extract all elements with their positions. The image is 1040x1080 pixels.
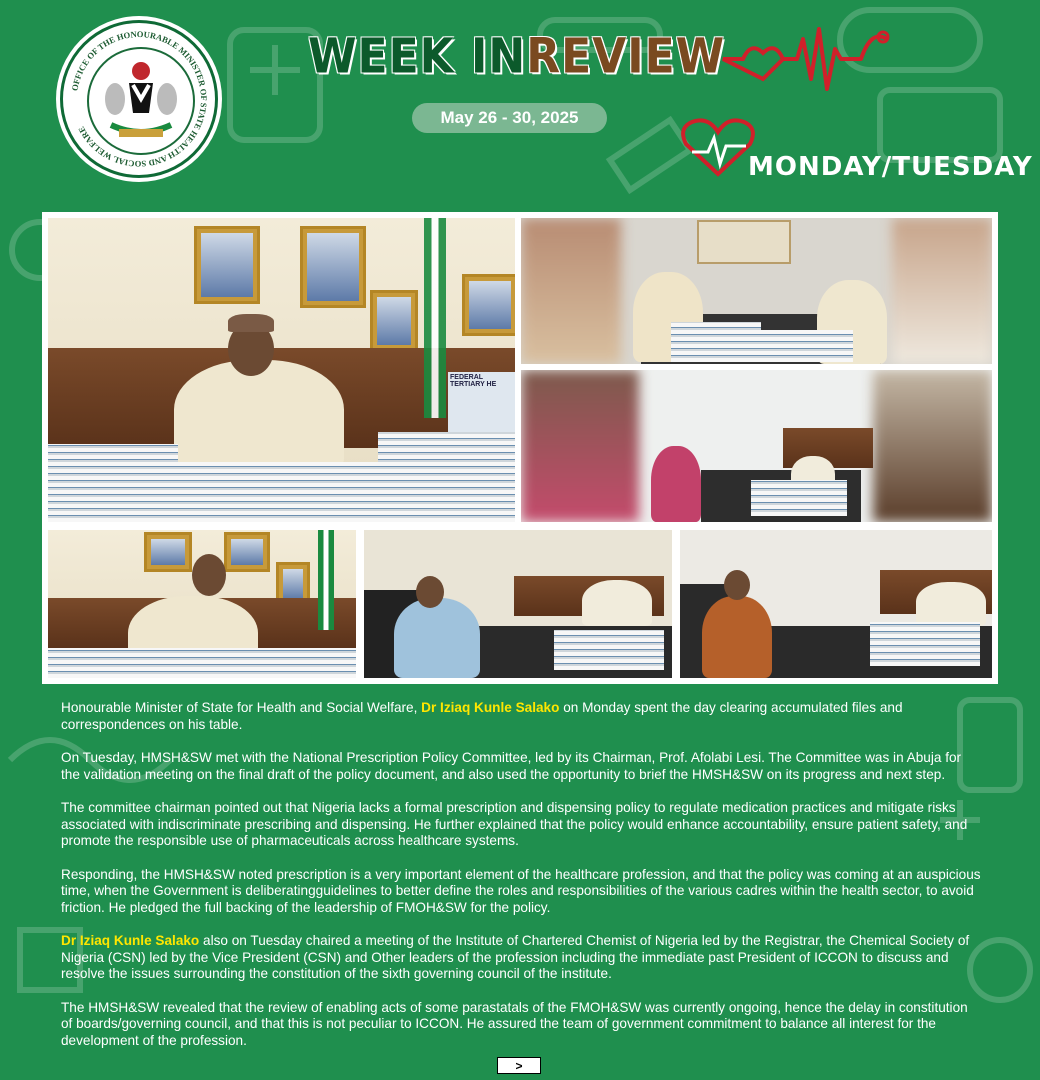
minister-figure	[916, 582, 986, 626]
paragraph-1: Honourable Minister of State for Health and Social Welfare, Dr Iziaq Kunle Salako on Monday spent the day clearing accumulated files and correspondences on his table.	[61, 700, 903, 732]
ministry-seal	[60, 20, 218, 178]
svg-text:OFFICE OF THE HONOURABLE MINIS: OFFICE OF THE HONOURABLE MINISTER OF STATE HEALTH AND SOCIAL WELFARE	[69, 28, 210, 170]
minister-name-highlight: Dr Iziaq Kunle Salako	[421, 700, 560, 715]
nigeria-flag	[424, 218, 446, 418]
wall-map-sign: FEDERAL TERTIARY HE	[448, 372, 515, 436]
paragraph-2: On Tuesday, HMSH&SW met with the National Prescription Policy Committee, led by its Chairman, Prof. Afolabi Lesi. The Committee was in Abuja for the validation meeting on the final draft of the policy document, and also used the opportunity to brief the HMSH&SW on its progress and next step.	[61, 750, 962, 782]
photo-meeting-official	[521, 370, 992, 522]
minister-figure	[582, 580, 652, 626]
title-review: REVIEW	[526, 27, 726, 85]
portrait-frame	[300, 226, 366, 308]
photo-meeting-woman	[680, 530, 992, 678]
chevron-right-icon: >	[515, 1058, 523, 1073]
file-stack	[48, 444, 178, 522]
title-week-in: WEEK IN	[308, 27, 527, 85]
paragraph-5: Dr Iziaq Kunle Salako also on Tuesday chaired a meeting of the Institute of Chartered Chemist of Nigeria led by the Registrar, the Chemical Society of Nigeria (CSN) led by the Vice President (CSN) and Other leaders of the profession including the immediate past President of ICCON to discuss and resolve the issues surrounding the constitution of the sixth governing council of the institute.	[61, 933, 970, 981]
photo-minister-desk	[48, 218, 515, 522]
file-stack	[378, 432, 515, 522]
minister-name-highlight: Dr Iziaq Kunle Salako	[61, 933, 200, 948]
woman-figure	[702, 596, 772, 678]
photo-meeting-guest	[364, 530, 672, 678]
photo-minister-signing	[48, 530, 356, 678]
heart-ekg-icon	[678, 118, 758, 180]
paragraph-6: The HMSH&SW revealed that the review of enabling acts of some parastatals of the FMOH&SW was currently ongoing, hence the delay in constitution of boards/governing council, and that this is not peculiar to ICCON. He assured the team of government commitment to balance all interest for the development of the profession.	[61, 999, 968, 1048]
woman-figure	[651, 446, 701, 522]
paragraph-4: Responding, the HMSH&SW noted prescription is a very important element of the healthcare profession, and that the policy was coming at an auspicious time, when the Government is deliberatingguidelines to better define the roles and responsibilities of the various cadres within the health sector, to avoid friction. He pledged the full backing of the leadership of FMOH&SW for the policy.	[61, 866, 981, 915]
photo-collage	[42, 212, 998, 684]
page-title	[308, 26, 891, 86]
guest-figure	[394, 598, 480, 678]
portrait-frame	[194, 226, 260, 304]
minister-cap	[228, 314, 274, 332]
photo-meeting-committee	[521, 218, 992, 364]
heartbeat-stethoscope-icon	[721, 21, 891, 91]
next-button[interactable]	[497, 1057, 541, 1074]
portrait-frame	[462, 274, 515, 336]
file-stack	[172, 462, 382, 522]
paragraph-3: The committee chairman pointed out that Nigeria lacks a formal prescription and dispensing policy to regulate medication practices and mitigate risks associated with indiscriminate prescribing and dispensing. He further explained that the policy would enhance accountability, ensure patient safety, and promote the responsible use of pharmaceuticals across healthcare systems.	[61, 800, 968, 848]
minister-figure	[174, 360, 344, 470]
portrait-frame	[370, 290, 418, 352]
day-label: MONDAY/TUESDAY	[748, 152, 1033, 182]
date-range-badge: May 26 - 30, 2025	[412, 103, 607, 133]
article-body	[61, 700, 981, 1066]
coat-of-arms	[87, 47, 195, 155]
